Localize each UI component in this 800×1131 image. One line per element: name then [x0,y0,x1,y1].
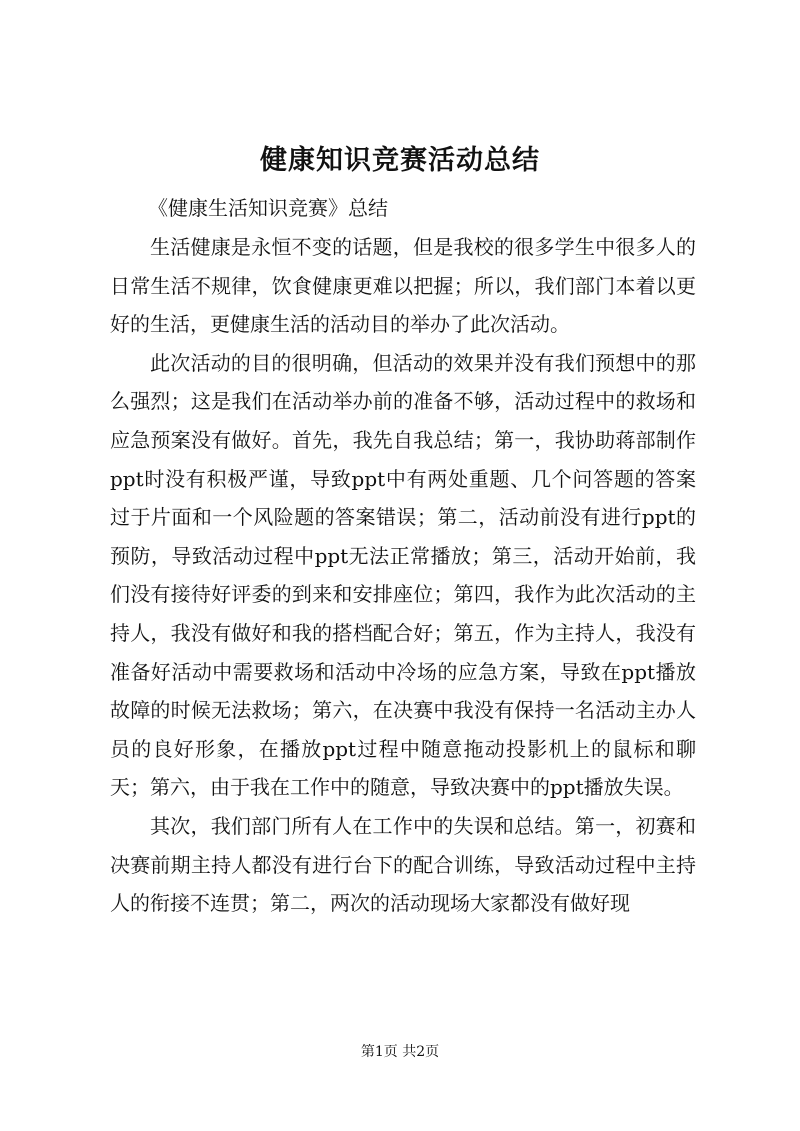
paragraph: 其次，我们部门所有人在工作中的失误和总结。第一，初赛和决赛前期主持人都没有进行台下的配合训练，导致活动过程中主持人的衔接不连贯；第二，两次的活动现场大家都没有做好现 [110,813,696,916]
document-body [110,228,696,923]
paragraph: 生活健康是永恒不变的话题，但是我校的很多学生中很多人的日常生活不规律，饮食健康更难以把握；所以，我们部门本着以更好的生活，更健康生活的活动目的举办了此次活动。 [110,235,696,337]
page-footer: 第1页 共2页 [360,1044,440,1060]
paragraph: 此次活动的目的很明确，但活动的效果并没有我们预想中的那么强烈；这是我们在活动举办前的准备不够，活动过程中的救场和应急预案没有做好。首先，我先自我总结；第一，我协助蒋部制作ppt时没有积极严谨，导致ppt中有两处重题、几个问答题的答案过于片面和一个风险题的答案错误；第二，活动前没有进行ppt的预防，导致活动过程中ppt无法正常播放；第三，活动开始前，我们没有接待好评委的到来和安排座位；第四，我作为此次活动的主持人，我没有做好和我的搭档配合好；第五，作为主持人，我没有准备好活动中需要救场和活动中冷场的应急方案，导致在ppt播放故障的时候无法救场；第六，在决赛中我没有保持一名活动主办人员的良好形象，在播放ppt过程中随意拖动投影机上的鼠标和聊天；第六，由于我在工作中的随意，导致决赛中的ppt播放失误。 [110,350,696,800]
document-title: 健康知识竞赛活动总结 [260,145,540,176]
document-subtitle: 《健康生活知识竞赛》总结 [148,196,388,220]
